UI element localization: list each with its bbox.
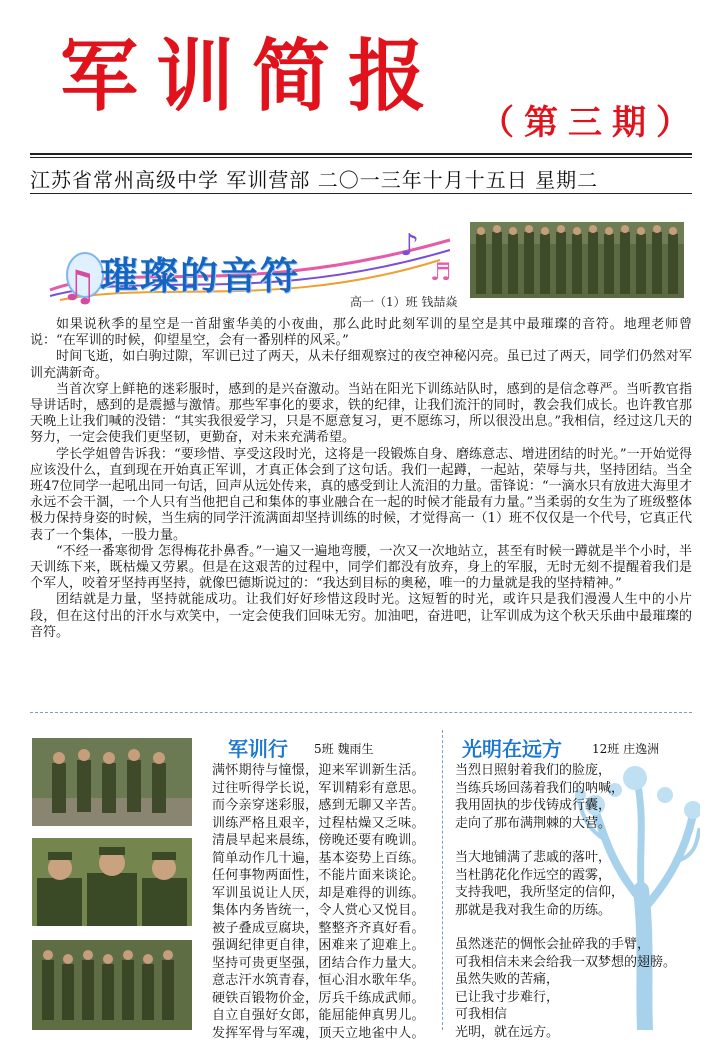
article-paragraph: 团结就是力量，坚持就能成功。让我们好好珍惜这段时光。这短暂的时光，或许只是我们漫漫人生中的小片段，但在这付出的汗水与欢笑中，一定会使我们回味无穷。加油吧，奋进吧，让军训成为这个秋天乐曲中最璀璨的音符。: [30, 592, 692, 641]
dateline: 江苏省常州高级中学 军训营部 二〇一三年十月十五日 星期二: [30, 164, 598, 193]
newsletter-title: 军训简报: [60, 38, 444, 116]
poem-line: 当大地铺满了悲戚的落叶，: [455, 849, 676, 867]
section-divider: [30, 712, 692, 713]
poem2-title: 光明在远方: [462, 733, 562, 762]
poem-line: 军训虽说让人厌，却是难得的训练。: [212, 885, 425, 903]
poem-line: 自立自强好女郎，能屈能伸真男儿。: [212, 1007, 425, 1025]
poem-line: 虽然迷茫的惆怅会扯碎我的手臂，: [455, 936, 676, 954]
poem-line: 走向了那布满荆棘的大营。: [455, 815, 676, 833]
stanza-gap: [455, 919, 676, 936]
poem-line: 简单动作几十遍，基本姿势上百练。: [212, 850, 425, 868]
poem-line: 被子叠成豆腐块，整整齐齐真好看。: [212, 920, 425, 938]
svg-text:♬: ♬: [430, 258, 452, 286]
svg-text:♪: ♪: [400, 228, 419, 263]
training-field-photo: [32, 940, 192, 1030]
poem-line: 坚持可贵更坚强，团结合作力量大。: [212, 955, 425, 973]
poem1-body: [212, 762, 425, 1042]
troops-formation-photo: [470, 222, 684, 298]
poem-line: 集体内务皆统一，令人赏心又悦目。: [212, 902, 425, 920]
poem-line: 光明，就在远方。: [455, 1024, 676, 1042]
column-divider: [442, 730, 443, 1030]
article-paragraph: “不经一番寒彻骨 怎得梅花扑鼻香。”一遍又一遍地弯腰，一次又一次地站立，甚至有时候一蹲就是半个小时，半天训练下来，既枯燥又劳累。但是在这艰苦的过程中，同学们都没有放弃，身上的军服，无时无刻不提醒着我们是个军人，咬着牙坚持再坚持，就像巴德斯说过的：“我达到目标的奥秘，唯一的力量就是我的坚持精神。”: [30, 544, 692, 593]
poem1-title: 军训行: [228, 733, 288, 762]
header-rule-thin: [30, 157, 692, 158]
poem-line: 当烈日照射着我们的脸庞，: [455, 762, 676, 780]
poem-line: 支持我吧，我所坚定的信仰，: [455, 884, 676, 902]
article-paragraph: 学长学姐曾告诉我：“要珍惜、享受这段时光，这将是一段锻炼自身、磨练意志、增进团结的时光。”一开始觉得应该没什么，直到现在开始真正军训，才真正体会到了这句话。我们一起蹲，一起站，荣辱与共，坚持团结。当全班47位同学一起吼出同一句话，回声从远处传来，真的感受到让人流泪的力量。雷锋说：“一滴水只有放进大海里才永远不会干涸，一个人只有当他把自己和集体的事业融合在一起的时候才能最有力量。”当柔弱的女生为了班级整体极力保持身姿的时候，当生病的同学汗流满面却坚持训练的时候，才觉得高一（1）班不仅仅是一个代号，它真正代表了一个集体，一股力量。: [30, 447, 692, 544]
poem1-author: 5班 魏雨生: [314, 740, 373, 757]
poem-line: 当练兵场回荡着我们的呐喊，: [455, 780, 676, 798]
poem-line: 意志汗水筑青春，恒心泪水歌年华。: [212, 972, 425, 990]
poem-line: 虽然失败的苦痛，: [455, 971, 676, 989]
article-paragraph: 如果说秋季的星空是一首甜蜜华美的小夜曲，那么此时此刻军训的星空是其中最璀璨的音符。地理老师曾说：“在军训的时候，仰望星空，会有一番别样的风采。”: [30, 317, 692, 349]
feature-article: [30, 317, 692, 641]
feature-banner-title: 璀璨的音符: [100, 245, 300, 300]
poem-line: 任何事物两面性，不能片面来谈论。: [212, 867, 425, 885]
poem-line: 而今亲穿迷彩服，感到无聊又辛苦。: [212, 797, 425, 815]
header-rule: [30, 153, 692, 155]
poem2-body: [455, 762, 676, 1041]
article-paragraph: 时间飞逝，如白驹过隙，军训已过了两天，从未仔细观察过的夜空神秘闪亮。虽已过了两天，同学们仍然对军训充满新奇。: [30, 349, 692, 381]
issue-number: （第三期）: [480, 95, 700, 144]
poem-line: 训练严格且艰辛，过程枯燥又乏味。: [212, 815, 425, 833]
marching-students-photo: [32, 738, 192, 826]
poem-line: 我用固执的步伐铸成行囊，: [455, 797, 676, 815]
article-paragraph: 当首次穿上鲜艳的迷彩服时，感到的是兴奋激动。当站在阳光下训练站队时，感到的是信念尊严。当听教官指导讲话时，感到的是震撼与激情。那些军事化的要求，铁的纪律，让我们流汗的同时，教会我们成长。也许教官那天晚上让我们喊的没错：“其实我很爱学习，只是不愿意复习，更不愿练习，所以很没出息。”我相信，经过这几天的努力，一定会使我们更坚韧，更勤奋，对未来充满希望。: [30, 382, 692, 447]
poem-line: 那就是我对我生命的历练。: [455, 902, 676, 920]
poem-line: 发挥军骨与军魂，顶天立地雀中人。: [212, 1025, 425, 1042]
poem2-author: 12班 庄逸洲: [592, 740, 659, 757]
stanza-gap: [455, 832, 676, 849]
poem-line: 当杜鹃花化作远空的霞雾，: [455, 867, 676, 885]
poem-line: 满怀期待与憧憬，迎来军训新生活。: [212, 762, 425, 780]
poem-line: 可我相信: [455, 1006, 676, 1024]
dateline-rule: [30, 193, 692, 194]
students-closeup-photo: [32, 838, 192, 926]
svg-text:♫: ♫: [60, 261, 98, 305]
poem-line: 可我相信未来会给我一双梦想的翅膀。: [455, 954, 676, 972]
poem-line: 清晨早起来晨练，傍晚还要有晚训。: [212, 832, 425, 850]
poem-line: 强调纪律更自律，困难来了迎难上。: [212, 937, 425, 955]
poem-line: 硬铁百锻物价金，厉兵千练成武师。: [212, 990, 425, 1008]
poem-line: 过往听得学长说，军训精彩有意思。: [212, 780, 425, 798]
poem-line: 已让我寸步难行，: [455, 989, 676, 1007]
feature-author: 高一（1）班 钱喆焱: [350, 293, 457, 310]
